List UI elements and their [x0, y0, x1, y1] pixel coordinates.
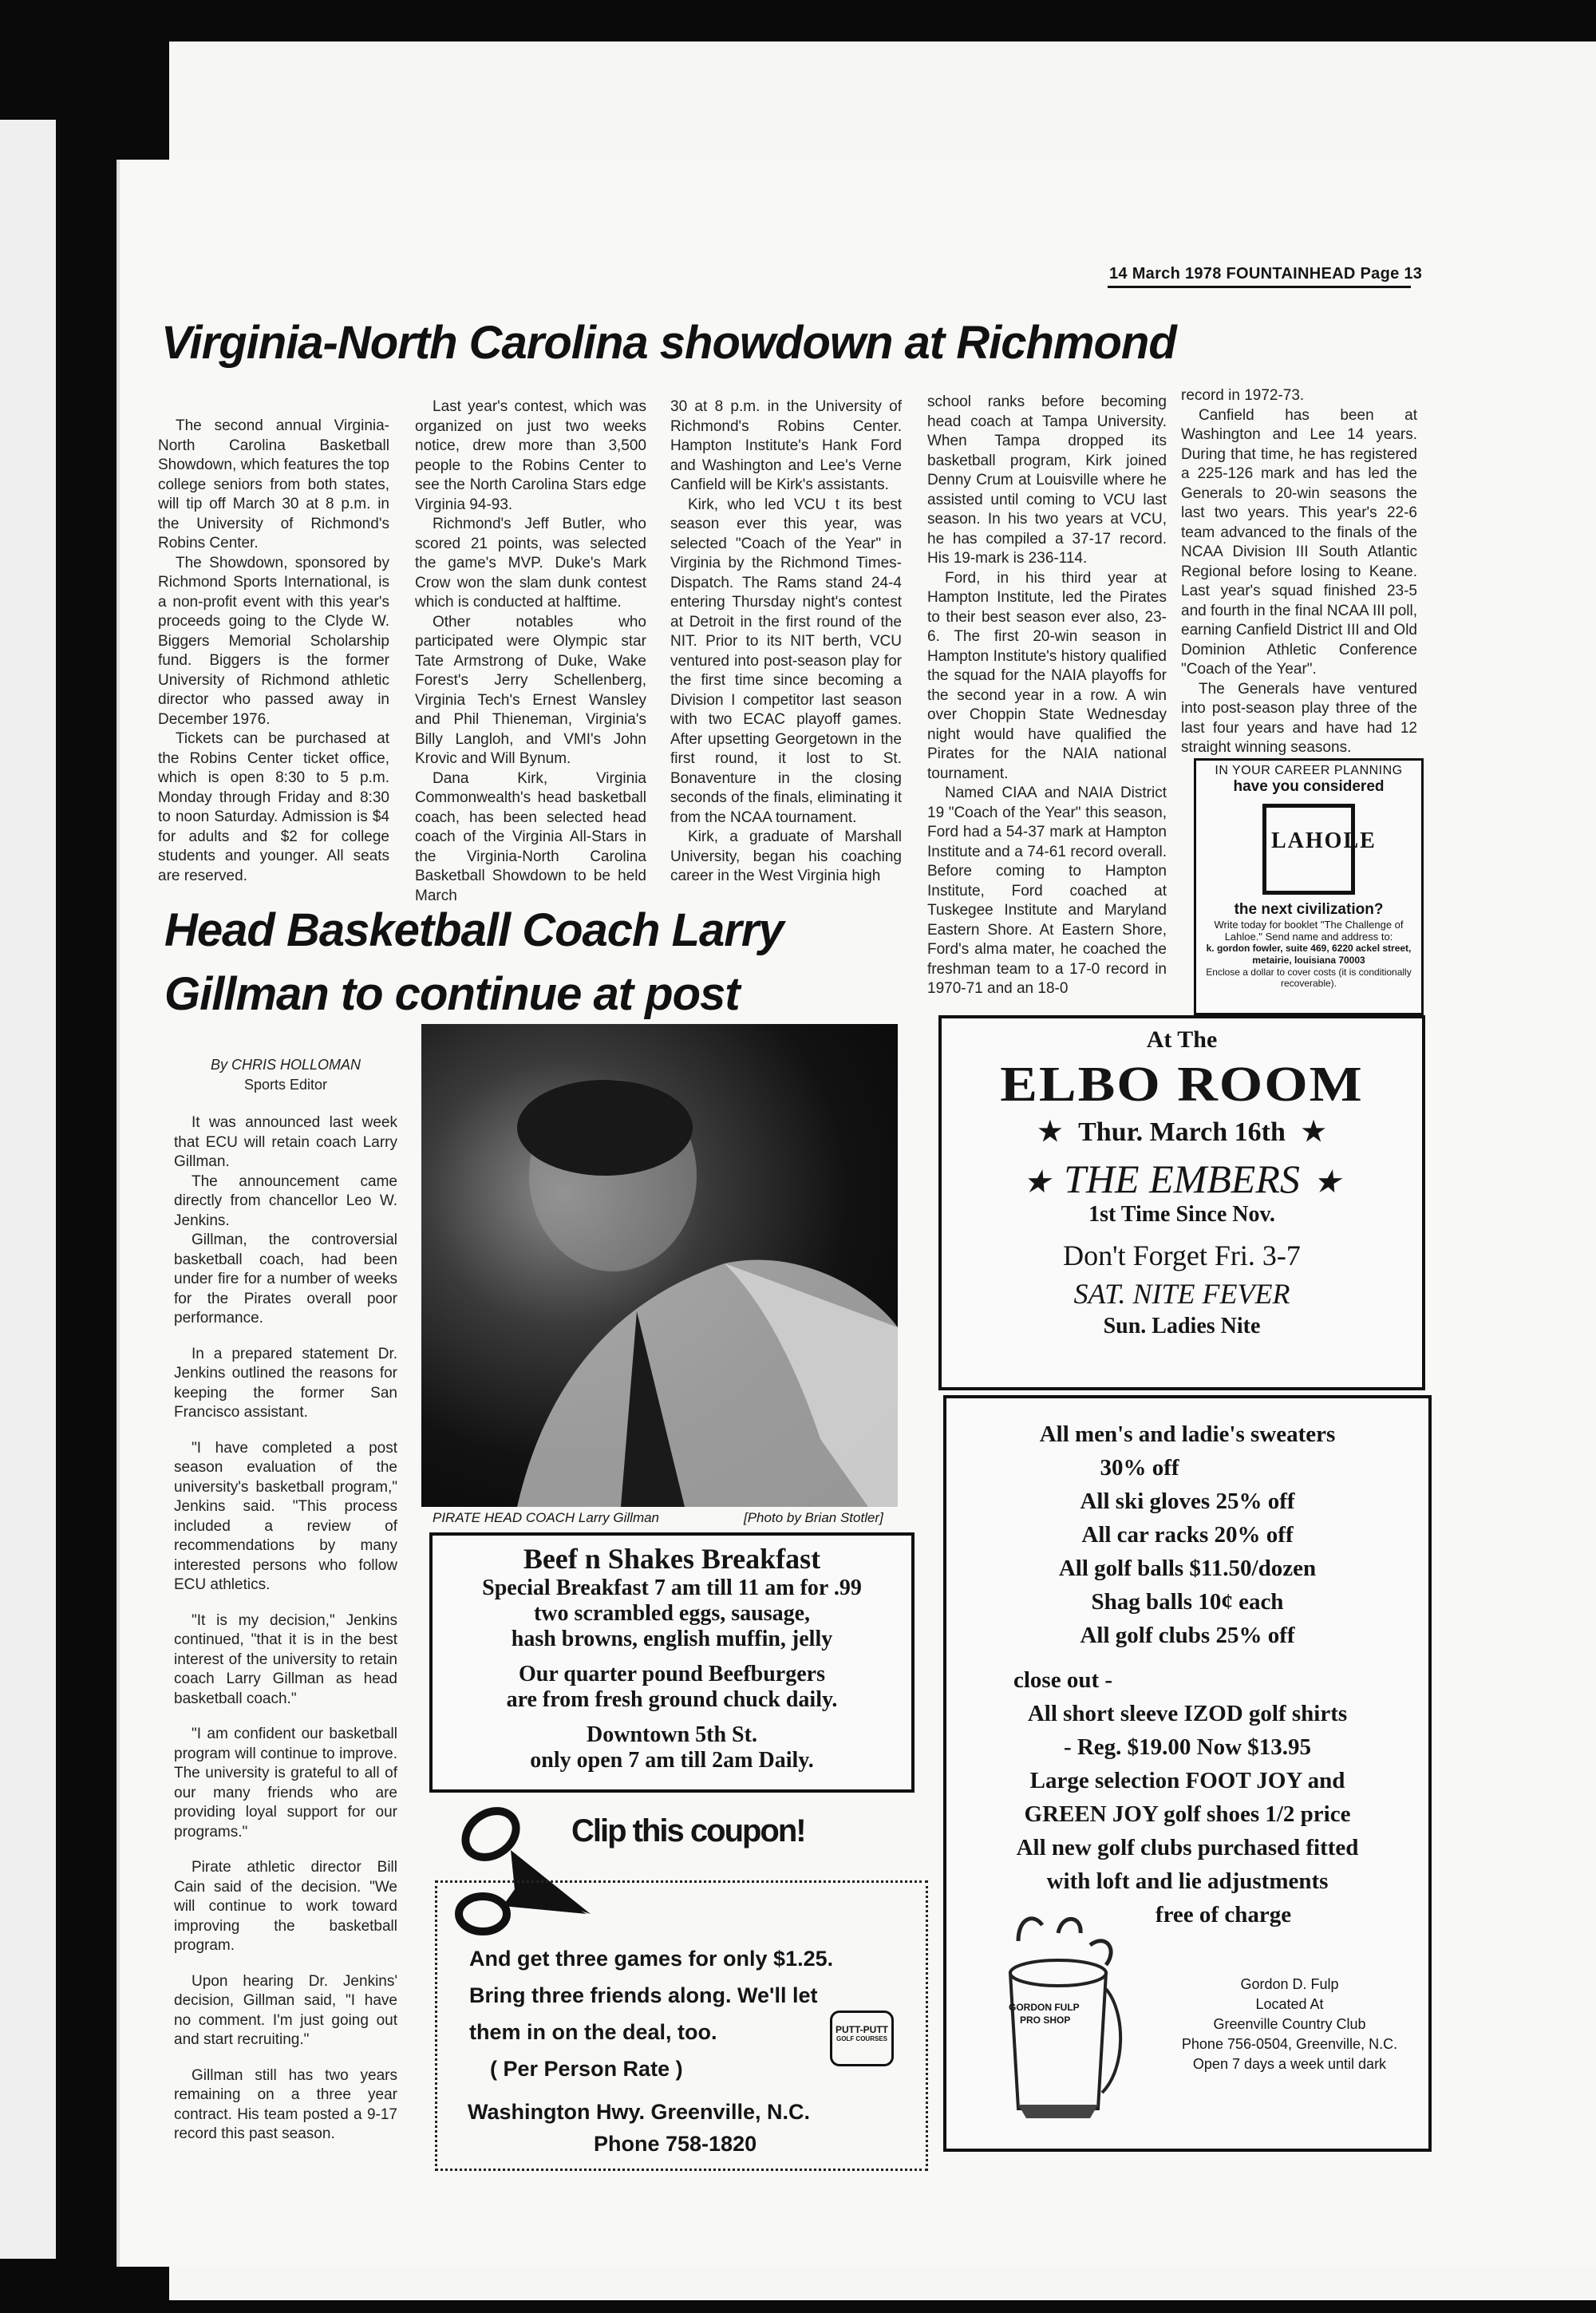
paragraph: Last year's contest, which was organized on just two weeks notice, drew more than 3,500 people to the Robins Center to see the North Carolina Stars edge Virginia 94-93.: [415, 398, 646, 513]
golf-bag-label-2: PRO SHOP: [1020, 2014, 1071, 2026]
star-icon: ★: [1312, 1164, 1341, 1200]
putt-line: Bring three friends along. We'll let: [469, 1983, 818, 2007]
paragraph: school ranks before becoming head coach at Tampa University. When Tampa dropped its basketball program, Kirk joined Denny Crum at Louisville where he assisted until coming to VCU last season. In his two years at VCU, he has compiled a 37-17 record. His 19-mark is 236-114.: [927, 393, 1167, 567]
putt-logo-sub: GOLF COURSES: [836, 2035, 887, 2042]
adjacent-page-edge: [0, 120, 56, 2259]
page-header: [1109, 265, 1422, 283]
article1-headline: Virginia-North Carolina showdown at Richmond: [161, 317, 1176, 369]
paragraph: Named CIAA and NAIA District 19 "Coach of the Year" this season, Ford had a 54-37 mark at Hampton Institute and a 74-61 record overall. Before coming to Hampton Institute, Ford coached at Tuskegee Institute and Maryland Eastern Shore. At Eastern Shore, Ford's alma mater, he coached the freshman team to a 17-0 record in 1970-71 and an 18-0: [927, 785, 1167, 997]
ad-putt-putt-coupon[interactable]: [435, 1880, 928, 2171]
header-rule: [1108, 286, 1411, 288]
paragraph: record in 1972-73.: [1181, 387, 1305, 404]
paragraph: "I am confident our basketball program will continue to improve. The university is grateful to all of our many friends who are providing loyal support for our programs.": [174, 1726, 397, 1841]
golf-line: with loft and lie adjustments: [1046, 1868, 1329, 1894]
header-date: 14 March 1978: [1109, 265, 1222, 283]
article2-headline-line2: Gillman to continue at post: [164, 968, 740, 1020]
clip-coupon-text: Clip this coupon!: [571, 1813, 805, 1848]
beef-line: only open 7 am till 2am Daily.: [530, 1748, 814, 1773]
paragraph: "It is my decision," Jenkins continued, "that it is in the best interest of the university to retain coach Larry Gillman as head basketball coach.": [174, 1611, 397, 1707]
paragraph: Upon hearing Dr. Jenkins' decision, Gillman said, "I have no comment. I'm just going out and start recruiting.": [174, 1972, 397, 2048]
putt-line: ( Per Person Rate ): [490, 2057, 683, 2081]
lahloe-logo-text: LAHOLE: [1271, 828, 1377, 853]
golf-info-line: Greenville Country Club: [1213, 2016, 1366, 2032]
paragraph: Richmond's Jeff Butler, who scored 21 points, was selected the game's MVP. Duke's Mark Crow won the slam dunk contest which is conducted at halftime.: [415, 516, 646, 611]
paragraph: Dana Kirk, Virginia Commonwealth's head basketball coach, has been selected head coach of the Virginia All-Stars in the Virginia-North Carolina Basketball Showdown to be held March: [415, 769, 646, 904]
beef-line: Special Breakfast 7 am till 11 am for .99: [482, 1576, 862, 1600]
beef-line: are from fresh ground chuck daily.: [506, 1687, 838, 1712]
golf-line: All short sleeve IZOD golf shirts: [1027, 1701, 1348, 1726]
elbo-fri: Don't Forget Fri. 3-7: [1063, 1240, 1301, 1271]
elbo-sun: Sun. Ladies Nite: [1103, 1314, 1261, 1338]
golf-line: Large selection FOOT JOY and: [1029, 1768, 1345, 1793]
golf-line: Shag balls 10¢ each: [1091, 1589, 1284, 1615]
article1-col4: [927, 393, 1167, 999]
article1-col5: [1181, 386, 1417, 758]
elbo-name: ELBO ROOM: [1000, 1056, 1364, 1113]
paragraph: It was announced last week that ECU will retain coach Larry Gillman.: [174, 1114, 397, 1170]
putt-line: Washington Hwy. Greenville, N.C.: [468, 2100, 811, 2124]
photo-credit: [Photo by Brian Stotler]: [744, 1510, 883, 1525]
paragraph: Other notables who participated were Olympic star Tate Armstrong of Duke, Wake Forest's Jerry Schellenberg, Virginia Tech's Ernest Wansley and Phil Thieneman, Virginia's Billy Langloh, and VMI's John Krovic and Will Bynum.: [415, 613, 646, 767]
ad-golf-pro-shop: [943, 1395, 1432, 2152]
beef-line: Downtown 5th St.: [587, 1722, 757, 1747]
beef-line: two scrambled eggs, sausage,: [533, 1601, 811, 1626]
paragraph: Tickets can be purchased at the Robins Center ticket office, which is open 8:30 to 5 p.m. Monday through Friday and 8:30 to noon Saturday. Admission is $4 for adults and $2 for college students and younger. All seats are reserved.: [158, 730, 389, 884]
golf-line: GREEN JOY golf shoes 1/2 price: [1024, 1801, 1351, 1827]
header-page: Page 13: [1360, 265, 1423, 283]
paragraph: 30 at 8 p.m. in the University of Richmond's Robins Center. Hampton Institute's Hank Ford and Washington and Lee's Verne Canfield will be Kirk's assistants.: [670, 398, 902, 493]
byline-name: By CHRIS HOLLOMAN: [210, 1057, 361, 1073]
paragraph: The Showdown, sponsored by Richmond Sports International, is a non-profit event with this year's proceeds going to the Clyde W. Biggers Memorial Scholarship fund. Biggers is the former University of Richmond athletic director who passed away in December 1976.: [158, 554, 389, 728]
lahloe-question: the next civilization?: [1234, 901, 1384, 918]
byline-title: Sports Editor: [243, 1076, 328, 1093]
paragraph: Canfield has been at Washington and Lee 14 years. During that time, he has registered a 225-126 mark and has led the Generals to 20-win seasons the last two years. This year's 22-6 team advanced to the finals of the NCAA Division III South Atlantic Regional before losing to Keane. Last year's squad finished 23-5 and fourth in the final NCAA III poll, earning Canfield District III and Old Dominion Athletic Conference "Coach of the Year".: [1181, 406, 1417, 678]
golf-info: [1162, 1975, 1417, 2074]
golf-line: 30% off: [1100, 1455, 1179, 1481]
golf-line: All golf balls $11.50/dozen: [1058, 1556, 1317, 1581]
golf-info-line: Phone 756-0504, Greenville, N.C.: [1181, 2036, 1398, 2052]
article1-col1: [158, 417, 389, 886]
paragraph: In a prepared statement Dr. Jenkins outlined the reasons for keeping the former San Francisco assistant.: [174, 1345, 397, 1421]
golf-bag-label-1: GORDON FULP: [1009, 2002, 1080, 2013]
elbo-sat: SAT. NITE FEVER: [1073, 1278, 1290, 1310]
lahloe-address: k. gordon fowler, suite 469, 6220 ackel street, metairie, louisiana 70003: [1206, 943, 1412, 966]
golf-line: All golf clubs 25% off: [1080, 1623, 1295, 1648]
paragraph: Ford, in his third year at Hampton Institute, led the Pirates to their best season ever also, 23-6. The first 20-win season in Hampton Institute's history qualified the squad for the NAIA playoffs for the second year in a row. A win over Choppin State Wednesday night would have qualified the Pirates for the NAIA national tournament.: [927, 569, 1167, 782]
golf-line: All new golf clubs purchased fitted: [1016, 1835, 1359, 1860]
article2-headline-line1: Head Basketball Coach Larry: [164, 904, 784, 956]
golf-info-line: Gordon D. Fulp: [1240, 1976, 1339, 1992]
lahloe-note: Enclose a dollar to cover costs (it is conditionally recoverable).: [1206, 967, 1412, 989]
photo-caption: PIRATE HEAD COACH Larry Gillman: [433, 1510, 660, 1525]
ad-elbo-room: [938, 1015, 1425, 1390]
article2-body: [174, 1055, 397, 2145]
golf-line: All car racks 20% off: [1081, 1522, 1294, 1548]
paragraph: Gillman still has two years remaining on a three year contract. His team posted a 9-17 record this past season.: [174, 2066, 397, 2142]
elbo-date-row: [942, 1116, 1422, 1148]
star-icon: ★: [1037, 1117, 1063, 1147]
putt-logo-text: PUTT-PUTT: [836, 2024, 888, 2035]
ad-beef-n-shakes: [429, 1532, 915, 1793]
putt-line: them in on the deal, too.: [469, 2020, 717, 2044]
article1-col3: [670, 397, 902, 887]
paragraph: Kirk, who led VCU t its best season ever this year, was selected "Coach of the Year" in Virginia by the Richmond Times-Dispatch. The Rams stand 24-4 entering Thursday night's contest at Detroit in the first round of the NIT. Prior to its NIT berth, VCU ventured into post-season play for the first time since becoming a Division I competitor last season with two ECAC playoff games. After upsetting Georgetown in the first round, it lost to St. Bonaventure in the closing seconds of the finals, eliminating it from the NCAA tournament.: [670, 496, 902, 826]
paragraph: "I have completed a post season evaluation of the university's basketball program," Jenkins said. "This process included a review of recommendations by many interested persons who follow ECU athletics.: [174, 1439, 397, 1593]
lahloe-body: Write today for booklet "The Challenge of Lahloe." Send name and address to:: [1214, 919, 1404, 943]
beef-line: hash browns, english muffin, jelly: [511, 1627, 833, 1651]
article1-col2: [415, 397, 646, 906]
paragraph: Gillman, the controversial basketball coach, had been under fire for a number of weeks for the Pirates overall poor performance.: [174, 1232, 397, 1327]
golf-line: All men's and ladie's sweaters: [1039, 1421, 1336, 1447]
elbo-band-row: [942, 1156, 1422, 1202]
paragraph: The second annual Virginia-North Carolina Basketball Showdown, which features the top college seniors from both states, will tip off March 30 at 8 p.m. in the University of Richmond's Robins Center.: [158, 417, 389, 552]
elbo-band: THE EMBERS: [1064, 1156, 1300, 1201]
elbo-note: 1st Time Since Nov.: [1088, 1202, 1275, 1227]
elbo-pre: At The: [1146, 1026, 1218, 1053]
putt-line: And get three games for only $1.25.: [469, 1947, 834, 1971]
ad-lahloe: [1194, 758, 1424, 1015]
golf-line: All ski gloves 25% off: [1080, 1489, 1295, 1514]
paragraph: The announcement came directly from chancellor Leo W. Jenkins.: [174, 1172, 397, 1229]
paragraph: Kirk, a graduate of Marshall University, began his coaching career in the West Virginia high: [670, 828, 902, 884]
elbo-date: Thur. March 16th: [1078, 1117, 1286, 1147]
lahloe-logo: [1262, 804, 1377, 895]
golf-info-line: Located At: [1255, 1996, 1324, 2012]
coach-silhouette: [421, 1024, 898, 1507]
paragraph: The Generals have ventured into post-season play three of the last four years and have had 12 straight winning seasons.: [1181, 680, 1417, 756]
putt-putt-logo: [830, 2011, 894, 2066]
golf-closeout: close out -: [1013, 1667, 1113, 1693]
golf-line: free of charge: [1155, 1902, 1292, 1928]
putt-phone: Phone 758-1820: [594, 2132, 757, 2156]
golf-line: - Reg. $19.00 Now $13.95: [1063, 1734, 1312, 1760]
header-paper: FOUNTAINHEAD: [1226, 265, 1356, 283]
paragraph: Pirate athletic director Bill Cain said of the decision. "We will continue to work toward improving the basketball program.: [174, 1859, 397, 1954]
star-icon: ★: [1301, 1117, 1326, 1147]
coach-photo: [421, 1024, 898, 1507]
lahloe-top: IN YOUR CAREER PLANNING: [1215, 764, 1403, 777]
golf-info-line: Open 7 days a week until dark: [1192, 2056, 1387, 2072]
beef-line: Our quarter pound Beefburgers: [519, 1662, 825, 1686]
star-icon: ★: [1022, 1164, 1052, 1200]
beef-title: Beef n Shakes Breakfast: [523, 1543, 821, 1575]
lahloe-sub: have you considered: [1233, 778, 1385, 795]
